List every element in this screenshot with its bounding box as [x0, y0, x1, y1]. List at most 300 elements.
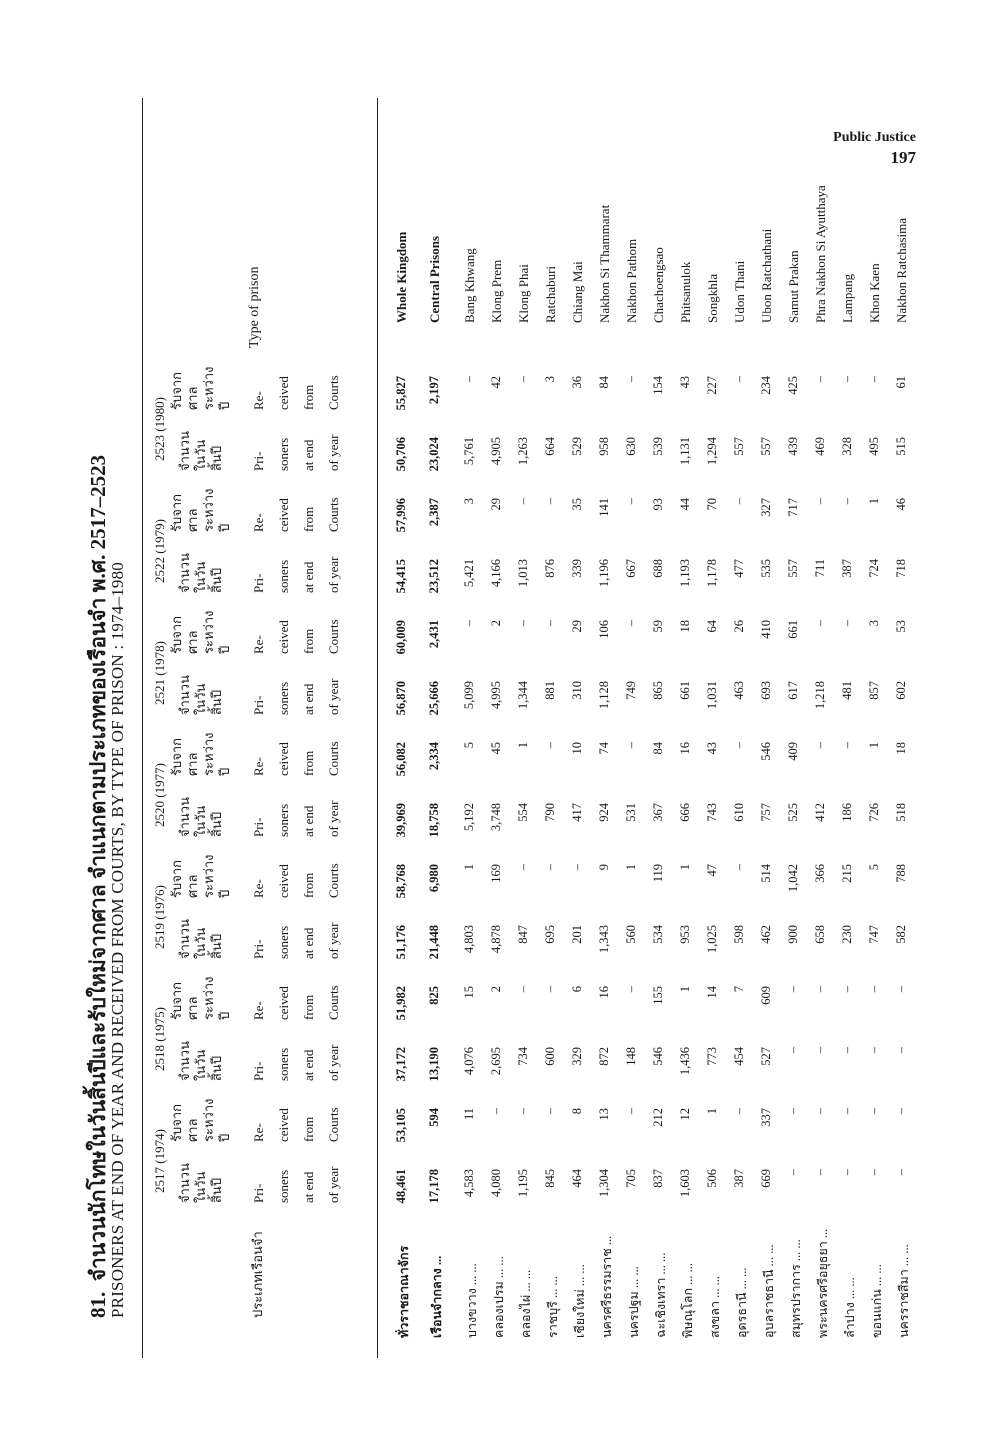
table-cell: 13,190	[427, 1047, 441, 1082]
table-cell: 865	[651, 681, 665, 700]
col-pri-thai: ในวัน	[193, 561, 208, 593]
table-cell: 1,294	[705, 437, 719, 466]
table-cell: 539	[651, 437, 665, 456]
col-pri-eng: soners	[276, 681, 291, 715]
col-pri-thai: สิ้นปี	[209, 689, 224, 715]
table-cell: –	[462, 376, 476, 383]
table-cell: 56,082	[394, 742, 408, 777]
col-rec-eng: from	[301, 384, 316, 410]
table-cell: 872	[597, 1047, 611, 1066]
title-thai-text: จำนวนนักโทษในวันสิ้นปีและรับใหม่จากศาล จำแนกตามประเภทของเรือนจำ พ.ศ. 2517–2523	[86, 454, 110, 1282]
row-label-eng: Chachoengsao	[651, 247, 666, 323]
col-pri-eng: soners	[276, 437, 291, 471]
col-rec-eng: Courts	[326, 619, 341, 654]
table-cell: 60,009	[394, 620, 408, 655]
table-cell: 6,980	[427, 864, 441, 893]
table-cell: –	[786, 1047, 800, 1054]
table-cell: 35	[570, 498, 584, 511]
table-cell: 84	[597, 376, 611, 389]
table-cell: 531	[624, 803, 638, 822]
table-cell: 718	[894, 559, 908, 578]
table-cell: 45	[489, 742, 503, 755]
table-cell: 743	[705, 803, 719, 822]
row-label-thai: สงขลา ... ...	[708, 1276, 722, 1338]
col-rec-eng: ceived	[276, 1108, 291, 1142]
table-cell: 462	[759, 925, 773, 944]
table-cell: –	[732, 498, 746, 505]
table-cell: 693	[759, 681, 773, 700]
col-rec-thai: ศาล	[185, 508, 200, 532]
table-cell: 387	[732, 1169, 746, 1188]
table-cell: –	[867, 376, 881, 383]
col-pri-thai: จำนวน	[177, 797, 192, 837]
table-cell: 51,982	[394, 986, 408, 1021]
table-cell: 924	[597, 803, 611, 822]
table-cell: 4,995	[489, 681, 503, 710]
table-cell: –	[732, 376, 746, 383]
col-pri-thai: จำนวน	[177, 675, 192, 715]
table-cell: 773	[705, 1047, 719, 1066]
col-pri-thai: จำนวน	[177, 553, 192, 593]
table-cell: 953	[678, 925, 692, 944]
table-cell: –	[867, 1108, 881, 1115]
table-cell: 119	[651, 864, 665, 883]
table-cell: 557	[732, 437, 746, 456]
col-pri-eng: of year	[326, 922, 341, 959]
table-cell: 695	[543, 925, 557, 944]
table-cell: –	[840, 1108, 854, 1115]
table-cell: 666	[678, 803, 692, 822]
row-label-thai: พิษณุโลก ... ...	[681, 1262, 695, 1338]
table-cell: 724	[867, 559, 881, 578]
col-rec-thai: ศาล	[185, 386, 200, 410]
table-cell: 845	[543, 1169, 557, 1188]
table-cell: 3	[462, 498, 476, 505]
table-cell: 18	[678, 620, 692, 633]
year-header: 2519 (1976)	[152, 885, 167, 949]
table-cell: 4,878	[489, 925, 503, 954]
table-cell: 48,461	[394, 1169, 408, 1204]
table-cell: –	[543, 620, 557, 627]
table-cell: 54,415	[394, 559, 408, 594]
row-label-eng: Nakhon Pathom	[624, 238, 639, 323]
table-cell: 409	[786, 742, 800, 761]
table-cell: 148	[624, 1047, 638, 1066]
table-cell: –	[786, 1108, 800, 1115]
table-cell: 230	[840, 925, 854, 944]
col-rec-thai: ระหว่าง	[201, 366, 216, 410]
row-label-thai: เรือนจำกลาง ...	[430, 1255, 444, 1338]
table-cell: 1,025	[705, 925, 719, 954]
table-cell: 56,870	[394, 681, 408, 716]
table-cell: 18,758	[427, 803, 441, 838]
row-label-thai: คลองไผ่ ... ...	[519, 1269, 533, 1338]
row-label-thai: นครราชสีมา ... ...	[897, 1244, 911, 1338]
table-cell: –	[840, 1169, 854, 1176]
col-rec-thai: ระหว่าง	[201, 1098, 216, 1142]
table-cell: 155	[651, 986, 665, 1005]
row-label-thai: อุบลราชธานี ... ...	[762, 1244, 776, 1338]
table-cell: 106	[597, 620, 611, 639]
col-pri-eng: Pri-	[251, 695, 266, 715]
table-cell: 688	[651, 559, 665, 578]
table-cell: –	[624, 376, 638, 383]
table-cell: 560	[624, 925, 638, 944]
col-rec-eng: Re-	[251, 635, 266, 654]
table-cell: 29	[570, 620, 584, 633]
table-cell: 387	[840, 559, 854, 578]
col-rec-thai: ระหว่าง	[201, 976, 216, 1020]
col-pri-eng: Pri-	[251, 1061, 266, 1081]
table-cell: 2	[489, 986, 503, 993]
col-pri-thai: สิ้นปี	[209, 567, 224, 593]
table-cell: 1	[624, 864, 638, 871]
table-cell: 2,197	[427, 376, 441, 405]
col-rec-thai: ปี	[217, 523, 232, 532]
table-cell: –	[516, 376, 530, 383]
table-cell: 84	[651, 742, 665, 755]
row-label-eng: Khon Kaen	[867, 263, 882, 323]
table-cell: 1	[462, 864, 476, 871]
col-pri-thai: จำนวน	[177, 1041, 192, 1081]
table-cell: –	[867, 1169, 881, 1176]
table-cell: 43	[678, 376, 692, 389]
col-rec-eng: Courts	[326, 741, 341, 776]
col-rec-thai: ระหว่าง	[201, 488, 216, 532]
table-cell: 1,031	[705, 681, 719, 710]
table-cell: 5,421	[462, 559, 476, 588]
table-cell: 1,196	[597, 559, 611, 588]
table-cell: 527	[759, 1047, 773, 1066]
col-pri-eng: soners	[276, 1169, 291, 1203]
col-rec-eng: Courts	[326, 985, 341, 1020]
table-cell: 757	[759, 803, 773, 822]
row-label-eng: Bang Khwang	[462, 248, 477, 323]
table-cell: 18	[894, 742, 908, 755]
year-header: 2520 (1977)	[152, 763, 167, 827]
row-label-thai: นครศรีธรรมราช ...	[600, 1235, 614, 1338]
table-cell: 617	[786, 681, 800, 700]
col-pri-eng: at end	[301, 561, 316, 593]
table-cell: 717	[786, 498, 800, 517]
col-rec-thai: ปี	[217, 1011, 232, 1020]
table-cell: 25,666	[427, 681, 441, 716]
table-cell: 70	[705, 498, 719, 511]
col-rec-eng: Re-	[251, 391, 266, 410]
row-label-thai: พระนครศรีอยุธยา ...	[816, 1228, 830, 1338]
col-pri-thai: สิ้นปี	[209, 811, 224, 837]
table-cell: 1,218	[813, 681, 827, 710]
table-cell: 1,304	[597, 1169, 611, 1198]
table-cell: –	[462, 620, 476, 627]
col-rec-thai: ปี	[217, 401, 232, 410]
col-pri-eng: of year	[326, 1044, 341, 1081]
table-cell: 5	[462, 742, 476, 749]
table-cell: 17,178	[427, 1169, 441, 1204]
table-cell: –	[813, 376, 827, 383]
table-cell: 367	[651, 803, 665, 822]
table-cell: 37,172	[394, 1047, 408, 1082]
table-cell: 39,969	[394, 803, 408, 838]
table-cell: 661	[678, 681, 692, 700]
row-label-thai: บางขวาง ... ...	[465, 1263, 479, 1338]
row-header-eng: Type of prison	[247, 266, 262, 348]
col-rec-eng: Courts	[326, 1107, 341, 1142]
col-pri-eng: at end	[301, 439, 316, 471]
table-cell: 51,176	[394, 925, 408, 960]
col-pri-thai: สิ้นปี	[209, 933, 224, 959]
table-cell: 169	[489, 864, 503, 883]
table-cell: 329	[570, 1047, 584, 1066]
col-rec-thai: ศาล	[185, 630, 200, 654]
table-cell: –	[786, 1169, 800, 1176]
table-cell: 529	[570, 437, 584, 456]
table-cell: –	[813, 1047, 827, 1054]
table-cell: 610	[732, 803, 746, 822]
col-rec-eng: ceived	[276, 742, 291, 776]
table-cell: 13	[597, 1108, 611, 1121]
col-rec-eng: from	[301, 872, 316, 898]
table-cell: 23,024	[427, 437, 441, 472]
table-cell: 5,761	[462, 437, 476, 466]
table-cell: –	[570, 864, 584, 871]
col-rec-thai: รับจาก	[169, 615, 184, 654]
table-cell: 2,334	[427, 742, 441, 771]
row-label-thai: ขอนแก่น ... ...	[870, 1264, 884, 1338]
col-rec-thai: ปี	[217, 889, 232, 898]
table-cell: 900	[786, 925, 800, 944]
table-cell: –	[813, 986, 827, 993]
col-pri-eng: Pri-	[251, 939, 266, 959]
col-rec-thai: ระหว่าง	[201, 732, 216, 776]
table-cell: 412	[813, 803, 827, 822]
table-cell: 788	[894, 864, 908, 883]
table-cell: 50,706	[394, 437, 408, 472]
col-rec-thai: ระหว่าง	[201, 610, 216, 654]
table-cell: 12	[678, 1108, 692, 1121]
table-cell: 609	[759, 986, 773, 1005]
table-cell: 47	[705, 864, 719, 877]
table-cell: 4,166	[489, 559, 503, 588]
page-number: 197	[890, 148, 916, 167]
col-pri-thai: สิ้นปี	[209, 1055, 224, 1081]
table-cell: 469	[813, 437, 827, 456]
col-pri-thai: ในวัน	[193, 1171, 208, 1203]
table-cell: 74	[597, 742, 611, 755]
col-pri-eng: soners	[276, 925, 291, 959]
col-rec-eng: Re-	[251, 1123, 266, 1142]
col-pri-eng: at end	[301, 683, 316, 715]
table-cell: 186	[840, 803, 854, 822]
table-cell: –	[894, 986, 908, 993]
col-rec-thai: ปี	[217, 1133, 232, 1142]
col-rec-eng: Re-	[251, 1001, 266, 1020]
table-cell: 477	[732, 559, 746, 578]
table-cell: 327	[759, 498, 773, 517]
table-cell: 1,128	[597, 681, 611, 710]
table-cell: –	[813, 498, 827, 505]
col-pri-thai: ในวัน	[193, 439, 208, 471]
table-cell: –	[813, 1108, 827, 1115]
table-cell: 26	[732, 620, 746, 633]
table-cell: –	[813, 620, 827, 627]
table-cell: 410	[759, 620, 773, 639]
table-cell: 55,827	[394, 376, 408, 411]
table-cell: 5	[867, 864, 881, 871]
table-cell: 154	[651, 376, 665, 395]
row-label-thai: ราชบุรี ... ...	[546, 1276, 560, 1338]
col-rec-eng: Re-	[251, 879, 266, 898]
row-label-eng: Songkhla	[705, 273, 720, 323]
col-rec-thai: ศาล	[185, 1118, 200, 1142]
table-cell: 16	[597, 986, 611, 999]
col-pri-eng: of year	[326, 678, 341, 715]
table-cell: –	[732, 742, 746, 749]
table-cell: 825	[427, 986, 441, 1005]
col-rec-thai: รับจาก	[169, 859, 184, 898]
col-pri-thai: ในวัน	[193, 1049, 208, 1081]
table-cell: –	[624, 986, 638, 993]
row-label-eng: Klong Prem	[489, 259, 504, 323]
table-cell: 5,192	[462, 803, 476, 832]
row-label-thai: อุดรธานี ... ...	[735, 1267, 749, 1338]
table-cell: 4,583	[462, 1169, 476, 1198]
table-cell: 1	[705, 1108, 719, 1115]
table-cell: –	[894, 1108, 908, 1115]
table-cell: 59	[651, 620, 665, 633]
table-cell: 598	[732, 925, 746, 944]
year-header: 2523 (1980)	[152, 397, 167, 461]
table-cell: 602	[894, 681, 908, 700]
row-label-thai: ฉะเชิงเทรา ... ...	[654, 1252, 668, 1338]
table-cell: 600	[543, 1047, 557, 1066]
row-label-eng: Lampang	[840, 273, 855, 323]
table-cell: 958	[597, 437, 611, 456]
table-cell: 726	[867, 803, 881, 822]
row-label-thai: ทั่วราชอาณาจักร	[397, 1245, 411, 1338]
table-cell: 1,195	[516, 1169, 530, 1198]
table-cell: 734	[516, 1047, 530, 1066]
table-cell: 546	[759, 742, 773, 761]
table-cell: 36	[570, 376, 584, 389]
table-cell: 546	[651, 1047, 665, 1066]
col-pri-thai: สิ้นปี	[209, 1177, 224, 1203]
table-cell: 1,263	[516, 437, 530, 466]
table-cell: 23,512	[427, 559, 441, 594]
table-cell: –	[624, 498, 638, 505]
col-pri-eng: soners	[276, 559, 291, 593]
table-cell: 464	[570, 1169, 584, 1188]
table-cell: 3	[867, 620, 881, 627]
table-cell: –	[516, 986, 530, 993]
top-rule	[142, 98, 143, 1358]
col-pri-eng: Pri-	[251, 1183, 266, 1203]
table-cell: –	[840, 1047, 854, 1054]
table-cell: 495	[867, 437, 881, 456]
table-cell: 5,099	[462, 681, 476, 710]
col-rec-thai: ศาล	[185, 752, 200, 776]
table-cell: 9	[597, 864, 611, 871]
table-cell: 64	[705, 620, 719, 633]
table-cell: 21,448	[427, 925, 441, 960]
table-cell: 557	[759, 437, 773, 456]
table-cell: 4,080	[489, 1169, 503, 1198]
table-cell: –	[543, 1108, 557, 1115]
col-rec-thai: รับจาก	[169, 371, 184, 410]
table-cell: –	[732, 864, 746, 871]
row-label-thai: นครปฐม ... ...	[627, 1266, 641, 1338]
table-cell: 1,013	[516, 559, 530, 588]
table-cell: 554	[516, 803, 530, 822]
table-cell: 14	[705, 986, 719, 999]
col-rec-eng: ceived	[276, 864, 291, 898]
col-pri-eng: of year	[326, 434, 341, 471]
row-label-thai: เชียงใหม่ ... ...	[573, 1264, 587, 1338]
col-pri-thai: ในวัน	[193, 805, 208, 837]
row-label-eng: Klong Phai	[516, 264, 531, 323]
table-cell: 42	[489, 376, 503, 389]
table-cell: 669	[759, 1169, 773, 1188]
table-cell: 44	[678, 498, 692, 511]
table-cell: 594	[427, 1108, 441, 1127]
table-cell: 53	[894, 620, 908, 633]
table-cell: 6	[570, 986, 584, 993]
table-cell: –	[840, 376, 854, 383]
col-rec-eng: from	[301, 1116, 316, 1142]
row-label-eng: Phitsanulok	[678, 261, 693, 323]
col-pri-eng: of year	[326, 556, 341, 593]
table-cell: 366	[813, 864, 827, 883]
table-cell: 16	[678, 742, 692, 755]
table-cell: 8	[570, 1108, 584, 1115]
table-cell: –	[867, 1047, 881, 1054]
col-rec-eng: ceived	[276, 498, 291, 532]
table-cell: 1	[867, 498, 881, 505]
table-cell: 582	[894, 925, 908, 944]
col-pri-thai: จำนวน	[177, 431, 192, 471]
table-cell: 339	[570, 559, 584, 578]
row-label-eng: Nakhon Si Thammarat	[597, 204, 612, 323]
table-cell: –	[840, 498, 854, 505]
col-pri-eng: Pri-	[251, 451, 266, 471]
col-rec-eng: from	[301, 506, 316, 532]
col-rec-thai: ศาล	[185, 996, 200, 1020]
table-cell: 1,344	[516, 681, 530, 710]
table-cell: 515	[894, 437, 908, 456]
row-label-eng: Chiang Mai	[570, 261, 585, 323]
table-cell: 337	[759, 1108, 773, 1127]
table-cell: 1,178	[705, 559, 719, 588]
col-pri-eng: soners	[276, 1047, 291, 1081]
table-cell: –	[516, 620, 530, 627]
col-rec-eng: Courts	[326, 863, 341, 898]
year-header: 2518 (1975)	[152, 1007, 167, 1071]
table-cell: –	[624, 1108, 638, 1115]
table-cell: 1,343	[597, 925, 611, 954]
table-cell: –	[543, 498, 557, 505]
col-pri-eng: soners	[276, 803, 291, 837]
table-cell: 15	[462, 986, 476, 999]
col-pri-eng: Pri-	[251, 817, 266, 837]
table-cell: –	[813, 742, 827, 749]
table-cell: –	[516, 864, 530, 871]
col-rec-eng: ceived	[276, 986, 291, 1020]
table-cell: 93	[651, 498, 665, 511]
table-cell: 4,076	[462, 1047, 476, 1076]
col-rec-thai: ระหว่าง	[201, 854, 216, 898]
table-cell: 481	[840, 681, 854, 700]
table-cell: 1,436	[678, 1047, 692, 1076]
